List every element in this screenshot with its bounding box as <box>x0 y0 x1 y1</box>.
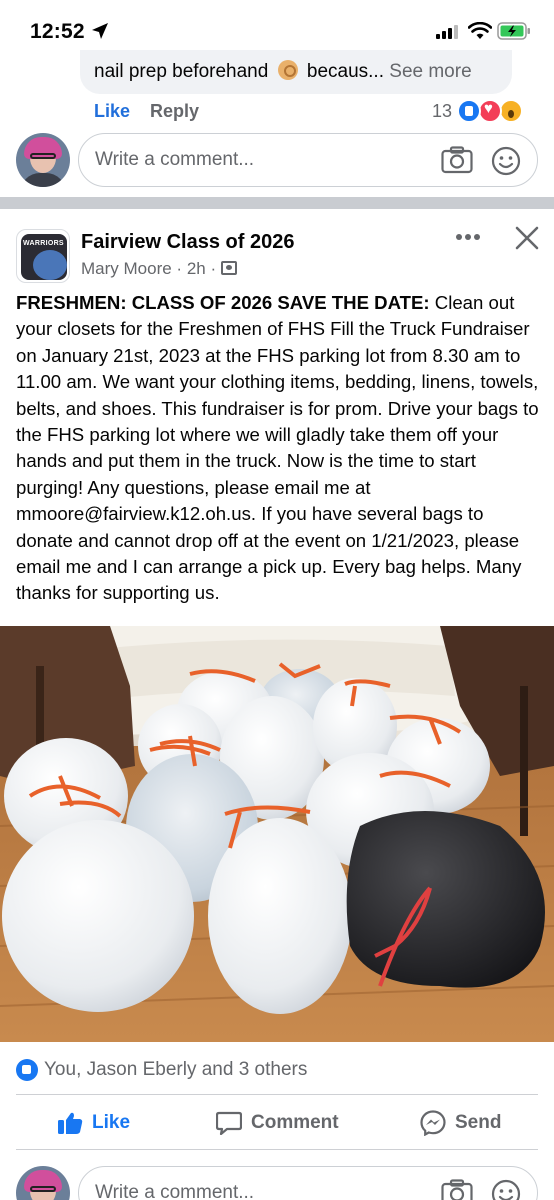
status-time: 12:52 <box>30 20 85 43</box>
group-name[interactable]: Fairview Class of 2026 <box>81 231 295 253</box>
comment-reaction-count[interactable]: 13 <box>432 101 453 121</box>
thumbs-up-icon <box>57 1111 83 1135</box>
cellular-signal-icon <box>436 25 460 39</box>
comment-button-label: Comment <box>251 1112 339 1133</box>
previous-comment-body: nail prep beforehand <box>94 61 269 82</box>
feed-divider <box>0 197 554 209</box>
comment-icon <box>216 1111 242 1135</box>
battery-icon <box>497 22 531 40</box>
group-audience-icon <box>221 261 237 275</box>
emoji-icon[interactable] <box>491 146 521 176</box>
post-time[interactable]: 2h <box>186 259 206 278</box>
love-reaction-icon <box>478 99 502 123</box>
wifi-icon <box>468 22 492 40</box>
like-reaction-icon <box>16 1059 38 1081</box>
group-avatar[interactable] <box>16 229 70 283</box>
comment-input-placeholder: Write a comment... <box>95 1182 255 1200</box>
comment-like-button[interactable]: Like <box>94 101 131 121</box>
previous-comment-body-tail: becaus... <box>306 61 384 82</box>
post-body <box>16 290 540 607</box>
emoji-icon[interactable] <box>491 1179 521 1200</box>
group-avatar-logo-text: WARRIORS <box>23 240 64 247</box>
send-button[interactable] <box>420 1108 501 1138</box>
more-options-icon[interactable] <box>455 230 481 244</box>
reactions-summary[interactable]: You, Jason Eberly and 3 others <box>44 1059 308 1080</box>
send-button-label: Send <box>455 1112 502 1133</box>
post-body-headline: FRESHMEN: CLASS OF 2026 SAVE THE DATE: <box>16 292 430 313</box>
close-icon[interactable] <box>514 225 540 251</box>
comment-reactions[interactable] <box>457 99 527 123</box>
divider <box>16 1149 538 1150</box>
wow-reaction-icon <box>499 99 523 123</box>
comment-input[interactable] <box>78 1166 538 1200</box>
camera-icon[interactable] <box>441 1179 473 1200</box>
like-reaction-icon <box>457 99 481 123</box>
like-button[interactable] <box>57 1108 130 1138</box>
post-photo[interactable] <box>0 626 554 1042</box>
previous-comment-text <box>94 60 472 83</box>
comment-input[interactable] <box>78 133 538 187</box>
messenger-icon <box>420 1110 446 1136</box>
user-avatar[interactable] <box>16 1166 70 1200</box>
divider <box>16 1094 538 1095</box>
comment-reply-button[interactable]: Reply <box>150 101 200 121</box>
post-body-text: Clean out your closets for the Freshmen of FHS Fill the Truck Fundraiser on January 21st, 2023 at the FHS parking lot from 8.30 am to 11.00 am. We want your clothing items, bedding, linens, towels, belts, and shoes. This fundraiser is for prom. Drive your bags to the FHS parking lot where we will gladly take them off your hands and put them in the truck. Now is the time to start purging! Any questions, please email me at mmoore@fairview.k12.oh.us. If you have several bags to donate and cannot drop off at the event on 1/21/2023, please email me and I can arrange a pick up. Every bag helps. Many thanks for supporting us. <box>16 292 539 604</box>
camera-icon[interactable] <box>441 146 473 174</box>
post-meta: Mary Moore · 2h · <box>81 259 237 279</box>
ok-hand-emoji-icon <box>278 60 298 80</box>
post-author[interactable]: Mary Moore <box>81 259 172 278</box>
user-avatar[interactable] <box>16 133 70 187</box>
like-button-label: Like <box>92 1112 131 1133</box>
comment-button[interactable] <box>216 1108 339 1138</box>
see-more-link[interactable]: See more <box>389 61 472 82</box>
donation-bags-photo <box>0 626 554 1042</box>
location-arrow-icon <box>91 22 109 40</box>
comment-input-placeholder: Write a comment... <box>95 149 255 170</box>
